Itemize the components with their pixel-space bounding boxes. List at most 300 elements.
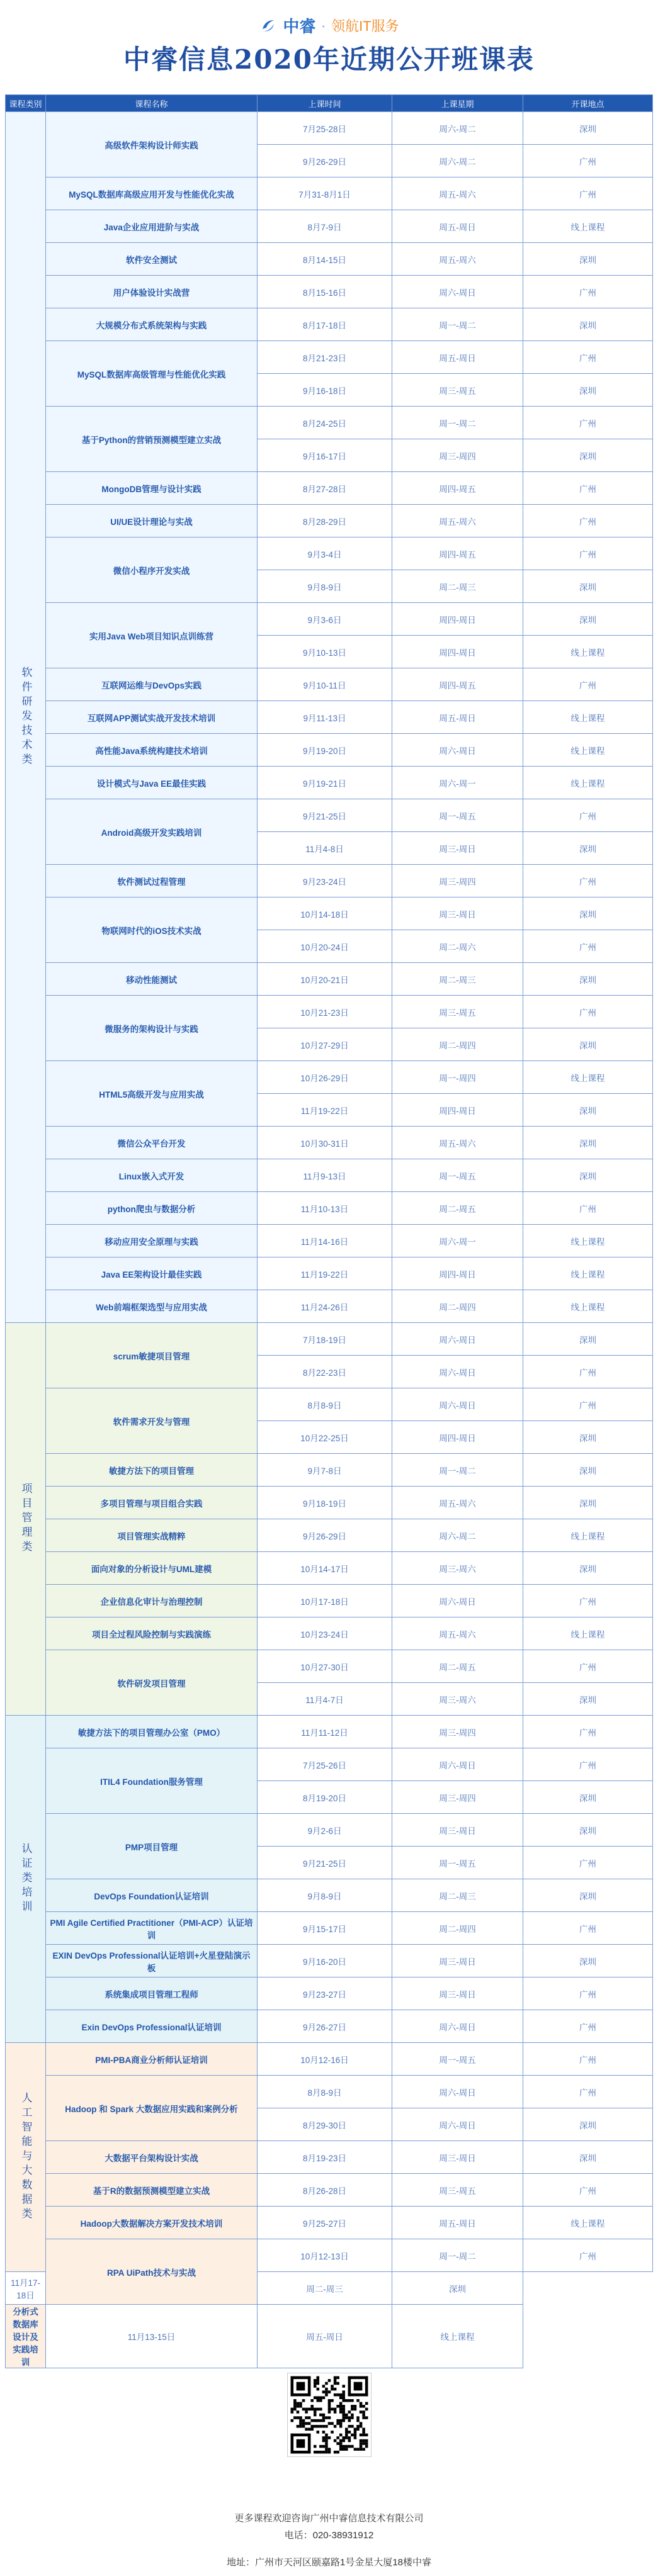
footer — [0, 2373, 658, 2568]
course-name-cell[interactable]: 面向对象的分析设计与UML建模 — [46, 1552, 258, 1585]
footer-consult: 更多课程欢迎咨询广州中睿信息技术有限公司 — [234, 2513, 424, 2524]
date-cell: 11月10-13日 — [258, 1192, 392, 1225]
table-row — [6, 407, 653, 439]
weekday-cell: 周一-周二 — [392, 1454, 523, 1487]
weekday-cell: 周二-周四 — [392, 1912, 523, 1945]
date-cell: 9月21-25日 — [258, 1847, 392, 1879]
weekday-cell: 周六-周日 — [392, 2010, 523, 2043]
location-cell: 广州 — [523, 1912, 653, 1945]
table-row — [6, 1977, 653, 2010]
brand-logo-icon — [259, 16, 278, 35]
weekday-cell: 周二-周三 — [392, 570, 523, 603]
table-row — [6, 2010, 653, 2043]
course-name-cell[interactable]: 敏捷方法下的项目管理办公室（PMO） — [46, 1716, 258, 1748]
location-cell: 广州 — [523, 2010, 653, 2043]
table-row — [6, 1748, 653, 1781]
category-cell: 软件研发技术类 — [6, 112, 46, 1323]
weekday-cell: 周六-周日 — [392, 1388, 523, 1421]
date-cell: 8月14-15日 — [258, 243, 392, 276]
date-cell: 10月23-24日 — [258, 1617, 392, 1650]
weekday-cell: 周六-周一 — [392, 1225, 523, 1257]
table-row — [6, 963, 653, 996]
category-cell: 人工智能与大数据类 — [6, 2043, 46, 2272]
weekday-cell: 周三-周日 — [392, 1945, 523, 1977]
date-cell: 7月25-26日 — [258, 1748, 392, 1781]
location-cell: 深圳 — [523, 1879, 653, 1912]
table-row — [6, 1487, 653, 1519]
course-name-cell[interactable]: 项目全过程风险控制与实践演练 — [46, 1617, 258, 1650]
course-name-cell[interactable]: 互联网APP测试实战开发技术培训 — [46, 701, 258, 734]
date-cell: 8月7-9日 — [258, 210, 392, 243]
table-row — [6, 2207, 653, 2239]
location-cell: 广州 — [523, 472, 653, 505]
course-name-cell[interactable]: 软件研发项目管理 — [46, 1650, 258, 1716]
date-cell: 9月11-13日 — [258, 701, 392, 734]
location-cell: 线上课程 — [523, 767, 653, 799]
weekday-cell: 周五-周日 — [258, 2305, 392, 2368]
table-row — [6, 2043, 653, 2076]
course-name-cell[interactable]: 用户体验设计实战营 — [46, 276, 258, 308]
weekday-cell: 周一-周二 — [392, 407, 523, 439]
location-cell: 广州 — [523, 1356, 653, 1388]
weekday-cell: 周三-周日 — [392, 1814, 523, 1847]
date-cell: 9月16-18日 — [258, 374, 392, 407]
location-cell: 广州 — [523, 1716, 653, 1748]
course-name-cell[interactable]: 软件需求开发与管理 — [46, 1388, 258, 1454]
weekday-cell: 周二-周三 — [258, 2272, 392, 2305]
table-row — [6, 210, 653, 243]
date-cell: 10月17-18日 — [258, 1585, 392, 1617]
weekday-cell: 周二-周五 — [392, 1192, 523, 1225]
location-cell: 深圳 — [523, 1094, 653, 1127]
weekday-cell: 周六-周日 — [392, 1748, 523, 1781]
category-cell: 认证类培训 — [6, 1716, 46, 2043]
location-cell: 深圳 — [523, 1814, 653, 1847]
date-cell: 8月22-23日 — [258, 1356, 392, 1388]
location-cell: 深圳 — [523, 1159, 653, 1192]
weekday-cell: 周五-周六 — [392, 243, 523, 276]
location-cell: 深圳 — [523, 963, 653, 996]
table-row — [6, 799, 653, 832]
table-row — [6, 2141, 653, 2174]
location-cell: 广州 — [523, 799, 653, 832]
course-name-cell[interactable]: DevOps Foundation认证培训 — [46, 1879, 258, 1912]
schedule-table-wrapper — [5, 94, 652, 2368]
weekday-cell: 周五-周六 — [392, 1487, 523, 1519]
table-row — [6, 1912, 653, 1945]
table-row — [6, 996, 653, 1028]
weekday-cell: 周三-周五 — [392, 996, 523, 1028]
weekday-cell: 周三-周日 — [392, 1977, 523, 2010]
date-cell: 11月9-13日 — [258, 1159, 392, 1192]
course-name-cell[interactable]: 实用Java Web项目知识点训练营 — [46, 603, 258, 668]
course-name-cell[interactable]: python爬虫与数据分析 — [46, 1192, 258, 1225]
location-cell: 广州 — [523, 145, 653, 177]
table-row — [6, 505, 653, 537]
course-name-cell[interactable]: Java企业应用进阶与实战 — [46, 210, 258, 243]
date-cell: 8月28-29日 — [258, 505, 392, 537]
table-row — [6, 1617, 653, 1650]
weekday-cell: 周四-周日 — [392, 636, 523, 668]
location-cell: 深圳 — [523, 308, 653, 341]
location-cell: 广州 — [523, 930, 653, 963]
table-row — [6, 308, 653, 341]
date-cell: 9月23-27日 — [258, 1977, 392, 2010]
course-name-cell[interactable]: MySQL数据库高级应用开发与性能优化实战 — [46, 177, 258, 210]
table-row — [6, 603, 653, 636]
location-cell: 广州 — [523, 177, 653, 210]
date-cell: 7月18-19日 — [258, 1323, 392, 1356]
weekday-cell: 周四-周五 — [392, 472, 523, 505]
location-cell: 广州 — [523, 2239, 653, 2272]
date-cell: 9月19-20日 — [258, 734, 392, 767]
course-name-cell[interactable]: scrum敏捷项目管理 — [46, 1323, 258, 1388]
course-name-cell[interactable]: 软件测试过程管理 — [46, 865, 258, 897]
date-cell: 11月13-15日 — [46, 2305, 258, 2368]
date-cell: 9月2-6日 — [258, 1814, 392, 1847]
location-cell: 深圳 — [523, 1552, 653, 1585]
table-row — [6, 2076, 653, 2108]
weekday-cell: 周六-周二 — [392, 112, 523, 145]
date-cell: 9月10-11日 — [258, 668, 392, 701]
table-row — [6, 1945, 653, 1977]
header-location: 开课地点 — [523, 95, 653, 112]
weekday-cell: 周六-周一 — [392, 767, 523, 799]
weekday-cell: 周三-周六 — [392, 1552, 523, 1585]
table-row — [6, 112, 653, 145]
table-row — [6, 2239, 653, 2272]
location-cell: 深圳 — [523, 1945, 653, 1977]
date-cell: 8月19-20日 — [258, 1781, 392, 1814]
weekday-cell: 周五-周六 — [392, 505, 523, 537]
date-cell: 7月25-28日 — [258, 112, 392, 145]
location-cell: 线上课程 — [523, 2207, 653, 2239]
table-row — [6, 1159, 653, 1192]
table-row — [6, 1585, 653, 1617]
date-cell: 9月8-9日 — [258, 570, 392, 603]
weekday-cell: 周三-周六 — [392, 1683, 523, 1716]
location-cell: 线上课程 — [523, 210, 653, 243]
location-cell: 深圳 — [523, 897, 653, 930]
course-name-cell[interactable]: 软件安全测试 — [46, 243, 258, 276]
weekday-cell: 周二-周四 — [392, 1290, 523, 1323]
course-name-cell[interactable]: 敏捷方法下的项目管理 — [46, 1454, 258, 1487]
table-row — [6, 2174, 653, 2207]
date-cell: 10月20-21日 — [258, 963, 392, 996]
weekday-cell: 周五-周日 — [392, 210, 523, 243]
date-cell: 11月11-12日 — [258, 1716, 392, 1748]
location-cell: 线上课程 — [392, 2305, 523, 2368]
table-header-row — [6, 95, 653, 112]
footer-address: 地址：广州市天河区颐嘉路1号金星大厦18楼中睿 — [226, 2557, 432, 2568]
header-weekday: 上课星期 — [392, 95, 523, 112]
location-cell: 线上课程 — [523, 701, 653, 734]
weekday-cell: 周三-周日 — [392, 2141, 523, 2174]
location-cell: 广州 — [523, 668, 653, 701]
date-cell: 10月14-17日 — [258, 1552, 392, 1585]
date-cell: 10月27-29日 — [258, 1028, 392, 1061]
date-cell: 9月26-27日 — [258, 2010, 392, 2043]
location-cell: 深圳 — [523, 1421, 653, 1454]
brand — [0, 14, 658, 37]
date-cell: 10月22-25日 — [258, 1421, 392, 1454]
weekday-cell: 周一-周五 — [392, 1159, 523, 1192]
course-name-cell[interactable]: 基于R的数据预测模型建立实战 — [46, 2174, 258, 2207]
brand-name: 中睿 — [283, 17, 316, 36]
course-name-cell[interactable]: 微信公众平台开发 — [46, 1127, 258, 1159]
weekday-cell: 周三-周日 — [392, 832, 523, 865]
table-row — [6, 1879, 653, 1912]
weekday-cell: 周四-周日 — [392, 1094, 523, 1127]
date-cell: 8月15-16日 — [258, 276, 392, 308]
weekday-cell: 周六-周日 — [392, 1356, 523, 1388]
category-cell: 项目管理类 — [6, 1323, 46, 1716]
table-row — [6, 1323, 653, 1356]
weekday-cell: 周五-周日 — [392, 701, 523, 734]
course-name-cell[interactable]: Web前端框架选型与应用实战 — [46, 1290, 258, 1323]
date-cell: 9月16-17日 — [258, 439, 392, 472]
location-cell: 广州 — [523, 2174, 653, 2207]
weekday-cell: 周三-周四 — [392, 439, 523, 472]
date-cell: 9月10-13日 — [258, 636, 392, 668]
weekday-cell: 周六-周二 — [392, 1519, 523, 1552]
location-cell: 广州 — [523, 865, 653, 897]
weekday-cell: 周一-周五 — [392, 799, 523, 832]
course-name-cell[interactable]: Android高级开发实践培训 — [46, 799, 258, 865]
table-row — [6, 2305, 653, 2368]
date-cell: 8月19-23日 — [258, 2141, 392, 2174]
location-cell: 广州 — [523, 1748, 653, 1781]
location-cell: 线上课程 — [523, 1257, 653, 1290]
weekday-cell: 周三-周日 — [392, 897, 523, 930]
brand-separator: · — [320, 16, 327, 35]
course-name-cell[interactable]: PMI Agile Certified Practitioner（PMI-ACP）认证培训 — [46, 1912, 258, 1945]
course-name-cell[interactable]: 微信小程序开发实战 — [46, 537, 258, 603]
date-cell: 10月30-31日 — [258, 1127, 392, 1159]
table-row — [6, 1257, 653, 1290]
brand-tagline: 领航IT服务 — [331, 18, 399, 34]
date-cell: 9月21-25日 — [258, 799, 392, 832]
course-name-cell[interactable]: RPA UiPath技术与实战 — [46, 2239, 258, 2305]
date-cell: 8月21-23日 — [258, 341, 392, 374]
weekday-cell: 周二-周三 — [392, 1879, 523, 1912]
location-cell: 广州 — [523, 1847, 653, 1879]
date-cell: 9月16-20日 — [258, 1945, 392, 1977]
qr-code-icon — [288, 2373, 371, 2456]
weekday-cell: 周一-周五 — [392, 2043, 523, 2076]
weekday-cell: 周六-周日 — [392, 1585, 523, 1617]
location-cell: 广州 — [523, 1585, 653, 1617]
location-cell: 深圳 — [523, 1028, 653, 1061]
date-cell: 10月27-30日 — [258, 1650, 392, 1683]
table-row — [6, 243, 653, 276]
table-row — [6, 1290, 653, 1323]
weekday-cell: 周四-周日 — [392, 1421, 523, 1454]
course-name-cell[interactable]: 多项目管理与项目组合实践 — [46, 1487, 258, 1519]
location-cell: 深圳 — [523, 1127, 653, 1159]
table-row — [6, 341, 653, 374]
course-name-cell[interactable]: 高性能Java系统构建技术培训 — [46, 734, 258, 767]
course-name-cell[interactable]: 系统集成项目管理工程师 — [46, 1977, 258, 2010]
weekday-cell: 周二-周六 — [392, 930, 523, 963]
course-name-cell[interactable]: 微服务的架构设计与实践 — [46, 996, 258, 1061]
weekday-cell: 周六-周二 — [392, 145, 523, 177]
location-cell: 深圳 — [523, 243, 653, 276]
weekday-cell: 周四-周五 — [392, 537, 523, 570]
course-name-cell[interactable]: 物联网时代的iOS技术实战 — [46, 897, 258, 963]
course-name-cell[interactable]: 移动应用安全原理与实践 — [46, 1225, 258, 1257]
table-row — [6, 897, 653, 930]
weekday-cell: 周二-周五 — [392, 1650, 523, 1683]
course-name-cell[interactable]: UI/UE设计理论与实战 — [46, 505, 258, 537]
course-name-cell[interactable]: Hadoop大数据解决方案开发技术培训 — [46, 2207, 258, 2239]
table-row — [6, 734, 653, 767]
course-name-cell[interactable]: MongoDB管理与设计实践 — [46, 472, 258, 505]
location-cell: 广州 — [523, 1388, 653, 1421]
location-cell: 广州 — [523, 276, 653, 308]
table-row — [6, 1716, 653, 1748]
table-row — [6, 1127, 653, 1159]
date-cell: 9月25-27日 — [258, 2207, 392, 2239]
course-name-cell[interactable]: Java EE架构设计最佳实践 — [46, 1257, 258, 1290]
table-row — [6, 177, 653, 210]
location-cell: 线上课程 — [523, 734, 653, 767]
table-row — [6, 1650, 653, 1683]
location-cell: 深圳 — [523, 2108, 653, 2141]
location-cell: 深圳 — [523, 1454, 653, 1487]
location-cell: 广州 — [523, 407, 653, 439]
date-cell: 10月26-29日 — [258, 1061, 392, 1094]
table-row — [6, 1552, 653, 1585]
table-row — [6, 767, 653, 799]
date-cell: 9月19-21日 — [258, 767, 392, 799]
weekday-cell: 周三-周五 — [392, 2174, 523, 2207]
location-cell: 广州 — [523, 1192, 653, 1225]
course-name-cell[interactable]: Hadoop 和 Spark 大数据应用实践和案例分析 — [46, 2076, 258, 2141]
course-name-cell[interactable]: PMP项目管理 — [46, 1814, 258, 1879]
header-category: 课程类别 — [6, 95, 46, 112]
table-row — [6, 865, 653, 897]
date-cell: 11月4-8日 — [258, 832, 392, 865]
date-cell: 11月4-7日 — [258, 1683, 392, 1716]
date-cell: 9月26-29日 — [258, 1519, 392, 1552]
header-course: 课程名称 — [46, 95, 258, 112]
weekday-cell: 周一-周四 — [392, 1061, 523, 1094]
location-cell: 深圳 — [392, 2272, 523, 2305]
course-name-cell[interactable]: 大规模分布式系统架构与实践 — [46, 308, 258, 341]
location-cell: 广州 — [523, 2043, 653, 2076]
location-cell: 线上课程 — [523, 636, 653, 668]
date-cell: 9月15-17日 — [258, 1912, 392, 1945]
weekday-cell: 周四-周五 — [392, 668, 523, 701]
location-cell: 广州 — [523, 341, 653, 374]
location-cell: 深圳 — [523, 603, 653, 636]
course-name-cell[interactable]: MySQL数据库高级管理与性能优化实践 — [46, 341, 258, 407]
weekday-cell: 周六-周日 — [392, 1323, 523, 1356]
weekday-cell: 周六-周日 — [392, 2076, 523, 2108]
footer-phone: 电话：020-38931912 — [284, 2530, 374, 2541]
location-cell: 深圳 — [523, 374, 653, 407]
location-cell: 广州 — [523, 1650, 653, 1683]
course-name-cell[interactable]: 大数据平台架构设计实战 — [46, 2141, 258, 2174]
date-cell: 9月3-6日 — [258, 603, 392, 636]
location-cell: 深圳 — [523, 439, 653, 472]
weekday-cell: 周五-周六 — [392, 177, 523, 210]
weekday-cell: 周二-周三 — [392, 963, 523, 996]
date-cell: 10月20-24日 — [258, 930, 392, 963]
weekday-cell: 周一-周二 — [392, 308, 523, 341]
weekday-cell: 周六-周日 — [392, 734, 523, 767]
date-cell: 10月14-18日 — [258, 897, 392, 930]
location-cell: 广州 — [523, 2076, 653, 2108]
location-cell: 广州 — [523, 505, 653, 537]
course-name-cell[interactable]: 基于Python的营销预测模型建立实战 — [46, 407, 258, 472]
location-cell: 线上课程 — [523, 1290, 653, 1323]
location-cell: 深圳 — [523, 570, 653, 603]
date-cell: 9月3-4日 — [258, 537, 392, 570]
course-name-cell[interactable]: 分析式数据库设计及实践培训 — [6, 2305, 46, 2368]
course-name-cell[interactable]: Exin DevOps Professional认证培训 — [46, 2010, 258, 2043]
date-cell: 8月8-9日 — [258, 2076, 392, 2108]
date-cell: 9月7-8日 — [258, 1454, 392, 1487]
date-cell: 9月26-29日 — [258, 145, 392, 177]
weekday-cell: 周一-周五 — [392, 1847, 523, 1879]
location-cell: 广州 — [523, 537, 653, 570]
table-row — [6, 1454, 653, 1487]
location-cell: 广州 — [523, 996, 653, 1028]
course-name-cell[interactable]: HTML5高级开发与应用实战 — [46, 1061, 258, 1127]
course-name-cell[interactable]: 企业信息化审计与治理控制 — [46, 1585, 258, 1617]
location-cell: 线上课程 — [523, 1519, 653, 1552]
course-name-cell[interactable]: ITIL4 Foundation服务管理 — [46, 1748, 258, 1814]
date-cell: 11月24-26日 — [258, 1290, 392, 1323]
weekday-cell: 周三-周四 — [392, 865, 523, 897]
date-cell: 7月31-8月1日 — [258, 177, 392, 210]
date-cell: 11月19-22日 — [258, 1257, 392, 1290]
date-cell: 11月19-22日 — [258, 1094, 392, 1127]
table-row — [6, 668, 653, 701]
weekday-cell: 周三-周四 — [392, 1781, 523, 1814]
course-name-cell[interactable]: 高级软件架构设计师实践 — [46, 112, 258, 177]
course-name-cell[interactable]: 移动性能测试 — [46, 963, 258, 996]
date-cell: 8月8-9日 — [258, 1388, 392, 1421]
location-cell: 深圳 — [523, 2141, 653, 2174]
location-cell: 深圳 — [523, 1781, 653, 1814]
course-name-cell[interactable]: 设计模式与Java EE最佳实践 — [46, 767, 258, 799]
weekday-cell: 周五-周日 — [392, 2207, 523, 2239]
location-cell: 线上课程 — [523, 1225, 653, 1257]
header-date: 上课时间 — [258, 95, 392, 112]
course-name-cell[interactable]: 项目管理实战精粹 — [46, 1519, 258, 1552]
weekday-cell: 周二-周四 — [392, 1028, 523, 1061]
date-cell: 11月14-16日 — [258, 1225, 392, 1257]
qr-code[interactable] — [287, 2373, 372, 2457]
course-name-cell[interactable]: 互联网运维与DevOps实践 — [46, 668, 258, 701]
weekday-cell: 周五-周六 — [392, 1617, 523, 1650]
date-cell: 9月23-24日 — [258, 865, 392, 897]
course-name-cell[interactable]: PMI-PBA商业分析师认证培训 — [46, 2043, 258, 2076]
table-row — [6, 1225, 653, 1257]
course-name-cell[interactable]: Linux嵌入式开发 — [46, 1159, 258, 1192]
location-cell: 线上课程 — [523, 1061, 653, 1094]
weekday-cell: 周五-周日 — [392, 341, 523, 374]
date-cell: 9月8-9日 — [258, 1879, 392, 1912]
weekday-cell: 周三-周四 — [392, 1716, 523, 1748]
course-name-cell[interactable]: EXIN DevOps Professional认证培训+火星登陆演示板 — [46, 1945, 258, 1977]
table-row — [6, 537, 653, 570]
weekday-cell: 周六-周日 — [392, 276, 523, 308]
location-cell: 深圳 — [523, 1323, 653, 1356]
